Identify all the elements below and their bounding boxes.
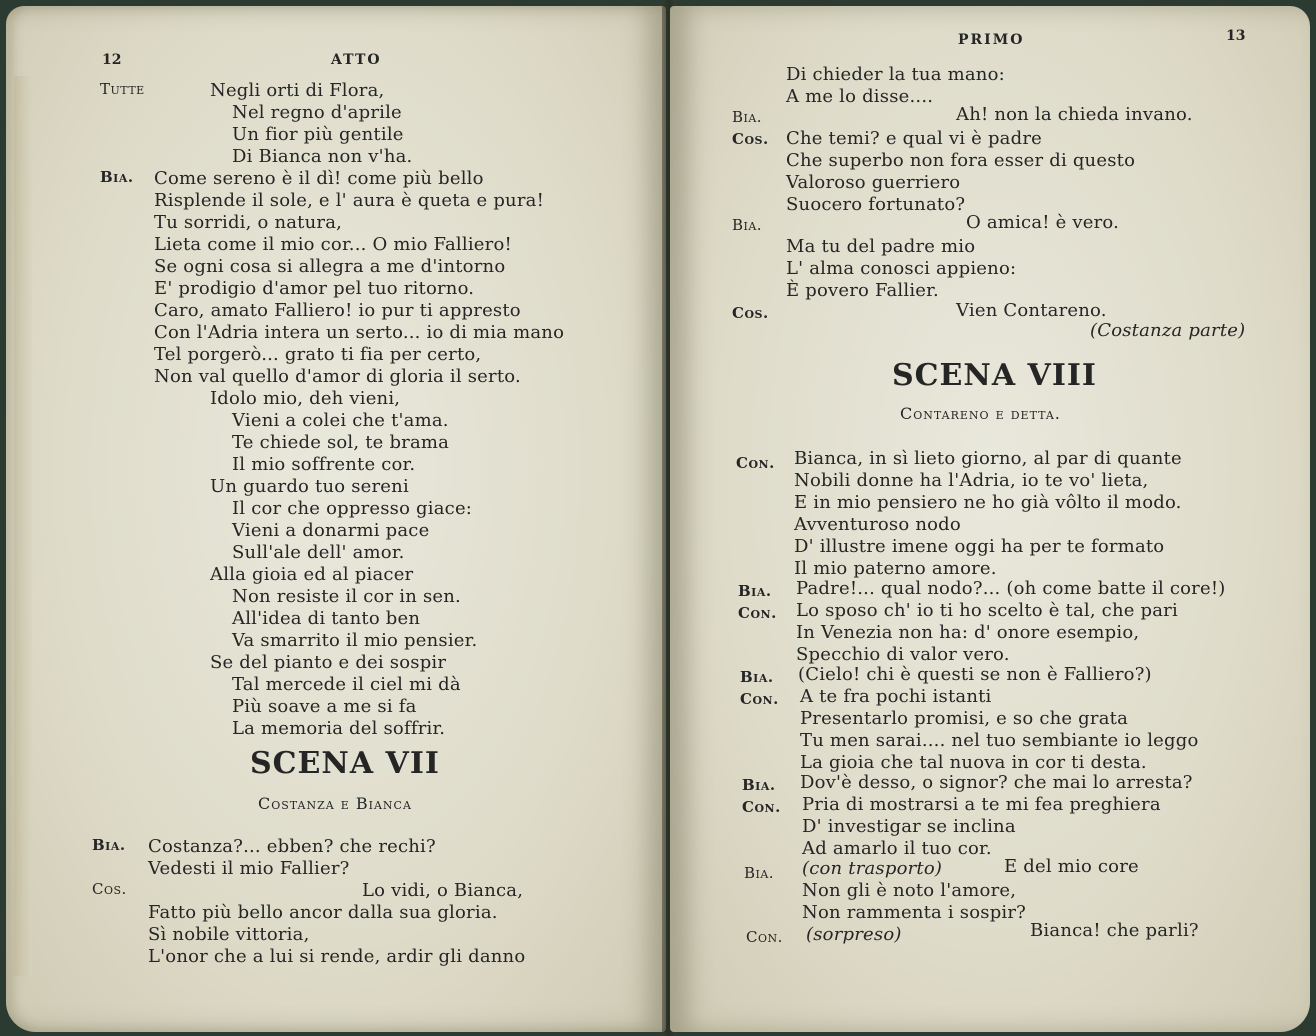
speaker-tutte: Tutte <box>100 80 145 98</box>
verse-line: Di chieder la tua mano: <box>786 64 1005 85</box>
verse-line: In Venezia non ha: d' onore esempio, <box>796 622 1140 643</box>
verse-line: Vedesti il mio Fallier? <box>148 858 350 879</box>
page-number-right: 13 <box>1226 28 1246 44</box>
scene-title: SCENA VII <box>250 746 440 781</box>
verse-line: Il mio paterno amore. <box>794 558 997 579</box>
verse-line: Un fior più gentile <box>232 124 404 145</box>
aria-line: Sull'ale dell' amor. <box>232 542 405 563</box>
verse-line: (Cielo! chi è questi se non è Falliero?) <box>798 664 1152 685</box>
speaker-con: Con. <box>742 798 781 816</box>
verse-line: L' alma conosci appieno: <box>786 258 1017 279</box>
running-head-left: ATTO <box>331 52 382 68</box>
verse-line: D' investigar se inclina <box>802 816 1016 837</box>
verse-line: A me lo disse.... <box>786 86 934 107</box>
stage-direction: (Costanza parte) <box>1090 320 1246 341</box>
verse-line: Nel regno d'aprile <box>232 102 402 123</box>
aria-line: Se del pianto e dei sospir <box>210 652 447 673</box>
aria-line: Vieni a colei che t'ama. <box>232 410 449 431</box>
verse-line: Lieta come il mio cor... O mio Falliero! <box>154 234 512 255</box>
verse-line: Caro, amato Falliero! io pur ti appresto <box>154 300 521 321</box>
verse-line: Presentarlo promisi, e so che grata <box>800 708 1129 729</box>
verse-line: Risplende il sole, e l' aura è queta e pura! <box>154 190 544 211</box>
page-number-left: 12 <box>102 52 122 68</box>
stage-direction: (sorpreso) <box>806 924 902 945</box>
verse-line: La gioia che tal nuova in cor ti desta. <box>800 752 1147 773</box>
left-page <box>6 6 666 1032</box>
speaker-con: Con. <box>738 604 777 622</box>
running-head-right: PRIMO <box>958 32 1025 48</box>
verse-line: O amica! è vero. <box>966 212 1120 233</box>
speaker-cos: Cos. <box>92 880 127 898</box>
verse-line: Avventuroso nodo <box>794 514 961 535</box>
verse-line: Che temi? e qual vi è padre <box>786 128 1042 149</box>
verse-line: È povero Fallier. <box>786 280 939 301</box>
verse-line: Lo vidi, o Bianca, <box>362 880 524 901</box>
verse-line: Ah! non la chieda invano. <box>956 104 1193 125</box>
verse-line: Che superbo non fora esser di questo <box>786 150 1136 171</box>
speaker-bia: Bia. <box>742 776 776 794</box>
aria-line: Il mio soffrente cor. <box>232 454 416 475</box>
verse-line: A te fra pochi istanti <box>800 686 992 707</box>
verse-line: Nobili donne ha l'Adria, io te vo' lieta, <box>794 470 1149 491</box>
speaker-bia: Bia. <box>732 108 763 126</box>
aria-line: La memoria del soffrir. <box>232 718 446 739</box>
verse-line: Pria di mostrarsi a te mi fea preghiera <box>802 794 1161 815</box>
verse-line: Non rammenta i sospir? <box>802 902 1027 923</box>
verse-line: Sì nobile vittoria, <box>148 924 310 945</box>
speaker-bia: Bia. <box>732 216 763 234</box>
verse-line: Non val quello d'amor di gloria il serto. <box>154 366 521 387</box>
verse-line: Non gli è noto l'amore, <box>802 880 1017 901</box>
aria-line: Il cor che oppresso giace: <box>232 498 473 519</box>
aria-line: Tal mercede il ciel mi dà <box>232 674 461 695</box>
speaker-bia: Bia. <box>744 864 775 882</box>
aria-line: Idolo mio, deh vieni, <box>210 388 401 409</box>
verse-line: Fatto più bello ancor dalla sua gloria. <box>148 902 498 923</box>
speaker-cos: Cos. <box>732 130 769 148</box>
scene-cast: Contareno e detta. <box>900 404 1061 423</box>
speaker-con: Con. <box>740 690 779 708</box>
verse-line: Negli orti di Flora, <box>210 80 385 101</box>
verse-line: Ma tu del padre mio <box>786 236 976 257</box>
verse-line: Valoroso guerriero <box>786 172 961 193</box>
speaker-bia: Bia. <box>738 582 772 600</box>
verse-line: E' prodigio d'amor pel tuo ritorno. <box>154 278 475 299</box>
verse-line: E in mio pensiero ne ho già vôlto il modo. <box>794 492 1182 513</box>
aria-line: Alla gioia ed al piacer <box>210 564 414 585</box>
aria-line: Vieni a donarmi pace <box>232 520 430 541</box>
page-edge <box>14 76 32 976</box>
verse-line: Bianca, in sì lieto giorno, al par di quante <box>794 448 1182 469</box>
speaker-con: Con. <box>746 928 783 946</box>
speaker-bia: Bia. <box>92 836 126 854</box>
verse-line: Se ogni cosa si allegra a me d'intorno <box>154 256 506 277</box>
verse-line: Costanza?... ebben? che rechi? <box>148 836 436 857</box>
aria-line: Va smarrito il mio pensier. <box>232 630 478 651</box>
verse-line: Padre!... qual nodo?... (oh come batte il core!) <box>796 578 1226 599</box>
aria-line: Più soave a me si fa <box>232 696 417 717</box>
verse-line: D' illustre imene oggi ha per te formato <box>794 536 1165 557</box>
verse-line: Vien Contareno. <box>956 300 1107 321</box>
verse-line: Come sereno è il dì! come più bello <box>154 168 484 189</box>
verse-line: Ad amarlo il tuo cor. <box>802 838 992 859</box>
speaker-bia: Bia. <box>100 168 134 186</box>
verse-line: L'onor che a lui si rende, ardir gli danno <box>148 946 526 967</box>
verse-line: Dov'è desso, o signor? che mai lo arresta? <box>800 772 1193 793</box>
verse-line: Lo sposo ch' io ti ho scelto è tal, che pari <box>796 600 1178 621</box>
speaker-cos: Cos. <box>732 304 769 322</box>
verse-line: Bianca! che parli? <box>1030 920 1199 941</box>
aria-line: Non resiste il cor in sen. <box>232 586 461 607</box>
scene-cast: Costanza e Bianca <box>258 794 412 813</box>
verse-line: Specchio di valor vero. <box>796 644 1010 665</box>
verse-line: Tu sorridi, o natura, <box>154 212 343 233</box>
verse-line: Di Bianca non v'ha. <box>232 146 413 167</box>
speaker-bia: Bia. <box>740 668 774 686</box>
scene-title: SCENA VIII <box>892 358 1097 393</box>
verse-line: Suocero fortunato? <box>786 194 966 215</box>
stage-direction: (con trasporto) <box>802 858 943 879</box>
verse-line: E del mio core <box>1004 856 1139 877</box>
verse-line: Con l'Adria intera un serto... io di mia mano <box>154 322 565 343</box>
aria-line: All'idea di tanto ben <box>232 608 421 629</box>
speaker-con: Con. <box>736 454 775 472</box>
aria-line: Te chiede sol, te brama <box>232 432 450 453</box>
aria-line: Un guardo tuo sereni <box>210 476 409 497</box>
verse-line: Tel porgerò... grato ti fia per certo, <box>154 344 482 365</box>
verse-line: Tu men sarai.... nel tuo sembiante io leggo <box>800 730 1199 751</box>
right-page <box>670 6 1310 1032</box>
